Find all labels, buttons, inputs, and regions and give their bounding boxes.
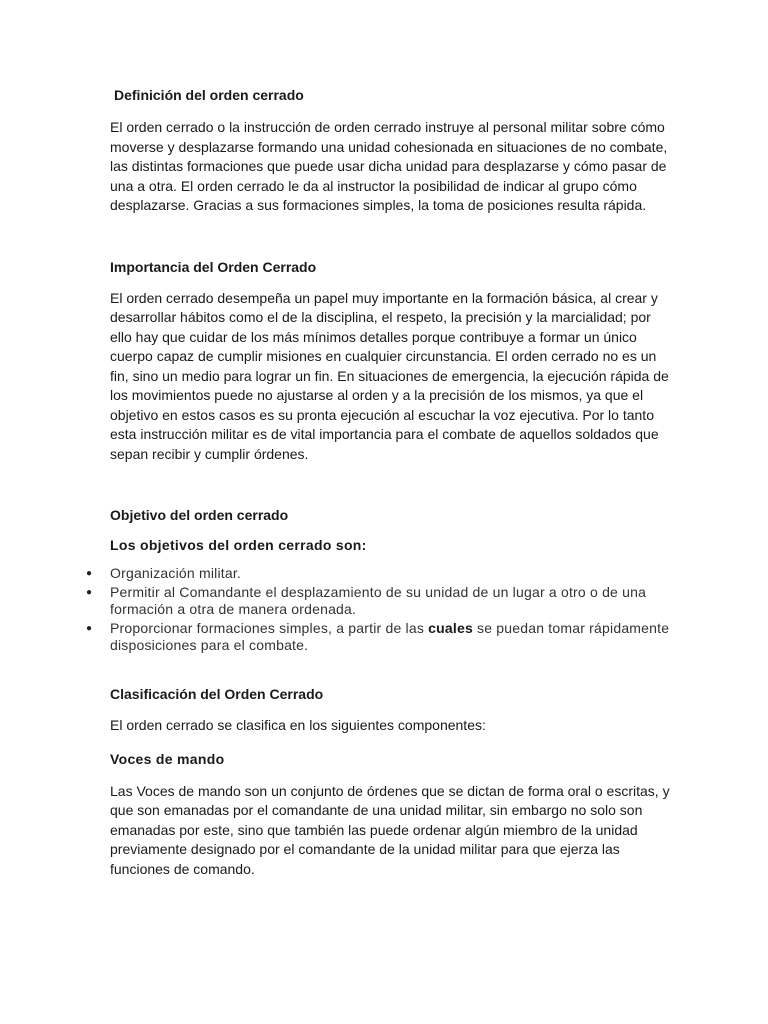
list-item — [86, 584, 670, 618]
heading-definicion: Definición del orden cerrado — [114, 87, 304, 103]
heading-clasificacion: Clasificación del Orden Cerrado — [110, 686, 324, 702]
paragraph-definicion: El orden cerrado o la instrucción de orden cerrado instruye al personal militar sobre cómo moverse y desplazarse formando una unidad cohesionada en situaciones de no combate, las distintas formaciones que puede usar dicha unidad para desplazarse y cómo pasar de una a otra. El orden cerrado le da al instructor la posibilidad de indicar al grupo cómo desplazarse. Gracias a sus formaciones simples, la toma de posiciones resulta rápida. — [110, 119, 668, 213]
heading-voces-de-mando: Voces de mando — [110, 750, 225, 767]
list-item-text: Permitir al Comandante el desplazamiento de su unidad de un lugar a otro o de una formación a otra de manera ordenada. — [110, 584, 647, 617]
subheading-objetivos: Los objetivos del orden cerrado son: — [110, 537, 367, 553]
bullet-icon: ● — [86, 623, 93, 634]
list-item-text-bold: cuales — [428, 620, 473, 636]
list-item-text-post: se puedan tomar rápidamente disposiciones para el combate. — [110, 620, 670, 653]
paragraph-voces-de-mando: Las Voces de mando son un conjunto de órdenes que se dictan de forma oral o escritas, y que son emanadas por el comandante de una unidad militar, sin embargo no solo son emanadas por este, sino que también las puede ordenar algún miembro de la unidad previamente designado por el comandante de la unidad militar para que ejerza las funciones de comando. — [110, 782, 670, 877]
document-page — [86, 86, 670, 879]
bullet-icon: ● — [86, 587, 93, 598]
heading-objetivo: Objetivo del orden cerrado — [110, 507, 289, 523]
objetivos-list — [86, 565, 670, 654]
list-item — [86, 565, 670, 582]
list-item-text-pre: Proporcionar formaciones simples, a partir de las — [110, 620, 429, 636]
list-item — [86, 620, 670, 654]
paragraph-clasificacion: El orden cerrado se clasifica en los siguientes componentes: — [110, 717, 486, 733]
heading-importancia: Importancia del Orden Cerrado — [110, 258, 317, 275]
list-item-text: Organización militar. — [110, 565, 242, 581]
paragraph-importancia: El orden cerrado desempeña un papel muy importante en la formación básica, al crear y desarrollar hábitos como el de la disciplina, el respeto, la precisión y la marcialidad; por ello hay que cuidar de los más mínimos detalles porque contribuye a formar un único cuerpo capaz de cumplir misiones en cualquier circunstancia. El orden cerrado no es un fin, sino un medio para lograr un fin. En situaciones de emergencia, la ejecución rápida de los movimientos puede no ajustarse al orden y a la precisión de los mismos, ya que el objetivo en estos casos es su pronta ejecución al escuchar la voz ejecutiva. Por lo tanto esta instrucción militar es de vital importancia para el combate de aquellos soldados que sepan recibir y cumplir órdenes. — [110, 289, 669, 462]
bullet-icon: ● — [86, 568, 93, 579]
